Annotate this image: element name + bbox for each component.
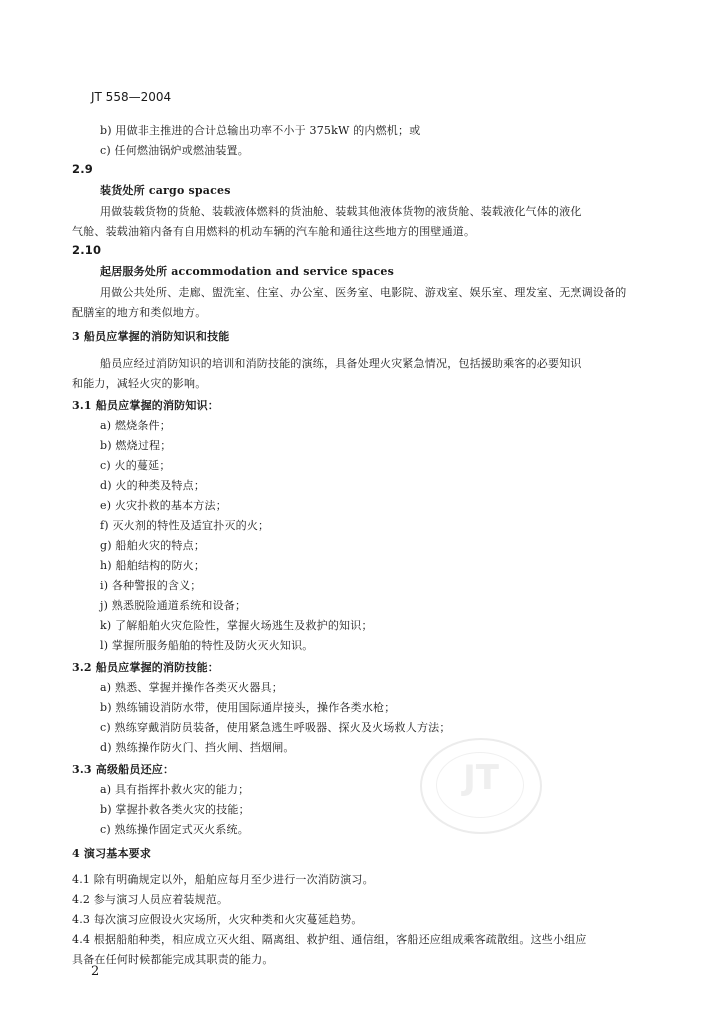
text-line: 具备在任何时候都能完成其职责的能力。 [72, 953, 274, 966]
text-line: l) 掌握所服务船舶的特性及防火灭火知识。 [100, 639, 314, 652]
text-line: a) 燃烧条件； [100, 419, 171, 432]
text-line: 装货处所 cargo spaces [100, 184, 231, 197]
text-line: b) 掌握扑救各类火灾的技能； [100, 803, 250, 816]
text-line: c) 任何燃油锅炉或燃油装置。 [100, 144, 249, 157]
text-line: 4.4 根据船舶种类，相应成立灭火组、隔离组、救护组、通信组，客船还应组成乘客疏散组。这些小组应 [72, 933, 587, 946]
text-line: 4.3 每次演习应假设火灾场所，火灾种类和火灾蔓延趋势。 [72, 913, 363, 926]
text-line: 2.9 [72, 162, 93, 176]
text-line: 2.10 [72, 243, 102, 257]
text-line: 3.2 船员应掌握的消防技能： [72, 661, 219, 674]
text-line: 用做装载货物的货舱、装载液体燃料的货油舱、装载其他液体货物的液货舱、装载液化气体的液化 [100, 205, 582, 218]
text-line: c) 火的蔓延； [100, 459, 171, 472]
text-line: d) 火的种类及特点； [100, 479, 206, 492]
text-line: b) 熟练铺设消防水带，使用国际通岸接头，操作各类水枪； [100, 701, 396, 714]
text-line: 起居服务处所 accommodation and service spaces [100, 265, 394, 278]
text-line: 气舱、装载油箱内备有自用燃料的机动车辆的汽车舱和通往这些地方的围壁通道。 [72, 225, 476, 238]
text-line: b) 燃烧过程； [100, 439, 172, 452]
text-line: e) 火灾扑救的基本方法； [100, 499, 227, 512]
text-line: 4.2 参与演习人员应着装规范。 [72, 893, 229, 906]
text-line: 配膳室的地方和类似地方。 [72, 306, 207, 319]
text-line: i) 各种警报的含义； [100, 579, 202, 592]
text-line: k) 了解船舶火灾危险性，掌握火场逃生及救护的知识； [100, 619, 373, 632]
text-line: b) 用做非主推进的合计总输出功率不小于 375kW 的内燃机；或 [100, 124, 421, 137]
text-line: a) 熟悉、掌握并操作各类灭火器具； [100, 681, 283, 694]
text-line: 3.3 高级船员还应： [72, 763, 175, 776]
text-line: j) 熟悉脱险通道系统和设备； [100, 599, 247, 612]
text-line: f) 灭火剂的特性及适宜扑灭的火； [100, 519, 270, 532]
text-line: 3 船员应掌握的消防知识和技能 [72, 330, 230, 343]
text-line: 和能力，减轻火灾的影响。 [72, 377, 207, 390]
document-code: JT 558—2004 [91, 90, 172, 104]
watermark-stamp [420, 738, 542, 834]
text-line: 4.1 除有明确规定以外，船舶应每月至少进行一次消防演习。 [72, 873, 374, 886]
text-line: c) 熟练操作固定式灭火系统。 [100, 823, 249, 836]
text-line: c) 熟练穿戴消防员装备，使用紧急逃生呼吸器、探火及火场救人方法； [100, 721, 451, 734]
text-line: h) 船舶结构的防火； [100, 559, 206, 572]
text-line: 船员应经过消防知识的培训和消防技能的演练，具备处理火灾紧急情况，包括援助乘客的必要知识 [100, 357, 582, 370]
text-line: 3.1 船员应掌握的消防知识： [72, 399, 219, 412]
text-line: 用做公共处所、走廊、盥洗室、住室、办公室、医务室、电影院、游戏室、娱乐室、理发室、无烹调设备的 [100, 286, 627, 299]
text-line: d) 熟练操作防火门、挡火闸、挡烟闸。 [100, 741, 295, 754]
text-line: 4 演习基本要求 [72, 847, 152, 860]
text-line: g) 船舶火灾的特点； [100, 539, 206, 552]
text-line: a) 具有指挥扑救火灾的能力； [100, 783, 250, 796]
page-number: 2 [91, 964, 100, 979]
watermark-text: JT [463, 758, 499, 798]
